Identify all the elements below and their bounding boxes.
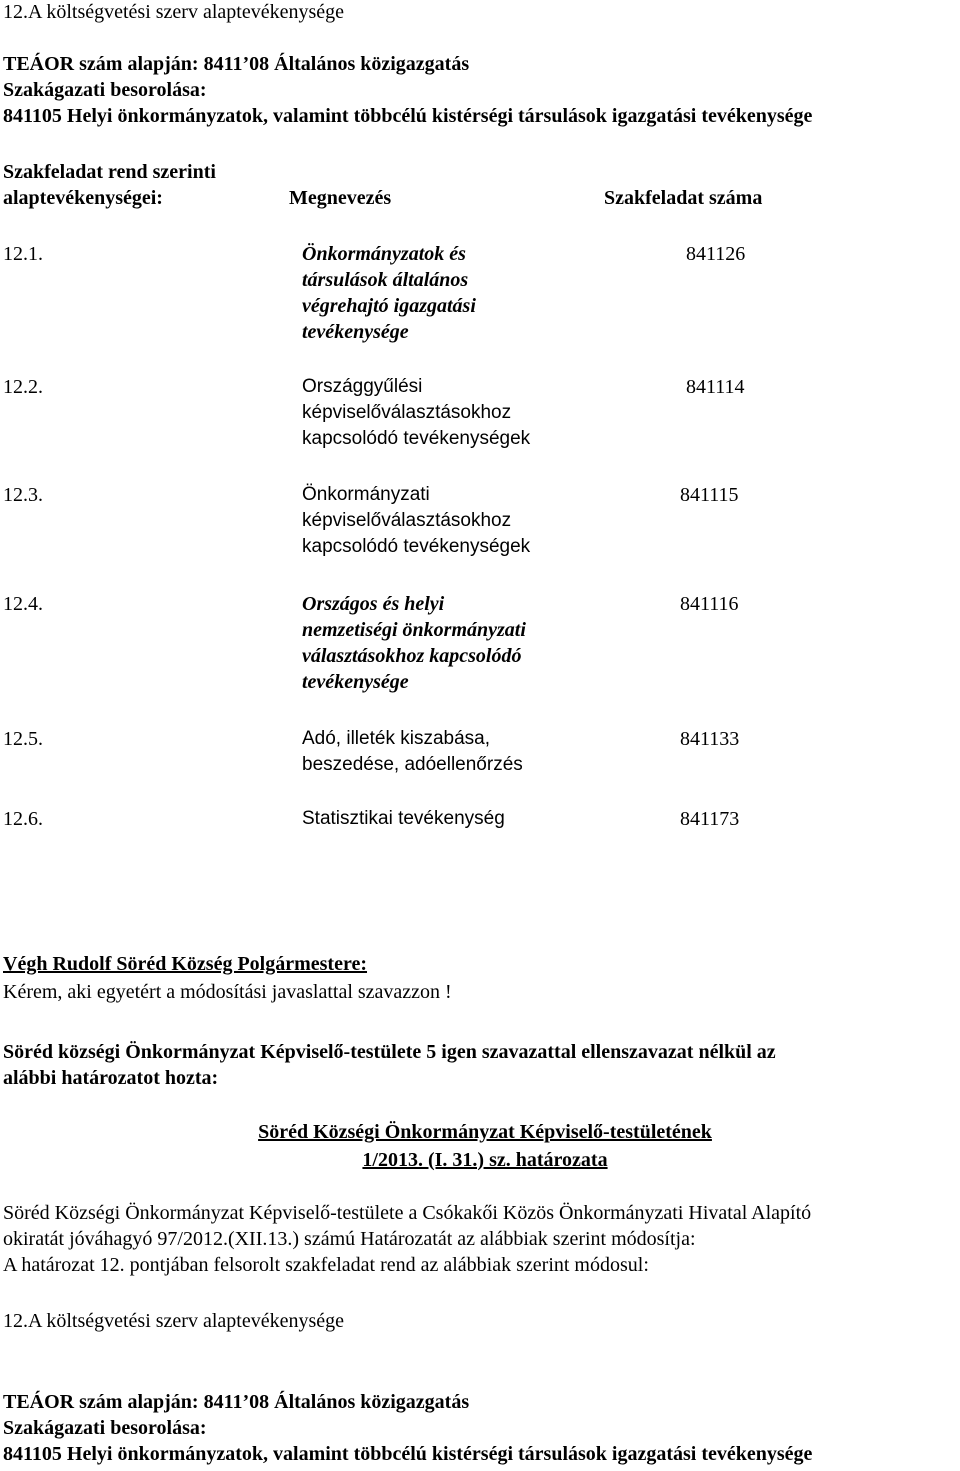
mayor-request: Kérem, aki egyetért a módosítási javaslattal szavazzon ! — [3, 981, 452, 1003]
activity-name-line: kapcsolódó tevékenységek — [302, 536, 531, 557]
activity-number: 12.1. — [3, 243, 43, 265]
activity-name-line: nemzetiségi önkormányzati — [302, 619, 526, 641]
activity-name-line: Országgyűlési — [302, 376, 423, 397]
decision-title-line1: Söréd Községi Önkormányzat Képviselő-testületének — [258, 1121, 712, 1143]
column-header-megnevezes: Megnevezés — [289, 187, 392, 209]
szakagazati-value: 841105 Helyi önkormányzatok, valamint többcélú kistérségi társulások igazgatási tevékenysége — [3, 105, 813, 127]
activity-name-line: kapcsolódó tevékenységek — [302, 428, 531, 449]
decision-body-line3: A határozat 12. pontjában felsorolt szakfeladat rend az alábbiak szerint módosul: — [3, 1254, 649, 1276]
activity-name-line: társulások általános — [302, 269, 469, 291]
decision-body-line1: Söréd Községi Önkormányzat Képviselő-testülete a Csókakői Közös Önkormányzati Hivatal Alapító — [3, 1202, 812, 1224]
activity-number: 12.6. — [3, 808, 43, 830]
activity-name-line: beszedése, adóellenőrzés — [302, 754, 523, 775]
decision-title-line2: 1/2013. (I. 31.) sz. határozata — [362, 1149, 608, 1171]
szakagazati-label-repeat: Szakágazati besorolása: — [3, 1417, 207, 1439]
decision-intro-line1: Söréd községi Önkormányzat Képviselő-testülete 5 igen szavazattal ellenszavazat nélkül az — [3, 1041, 776, 1063]
szakagazati-value-repeat: 841105 Helyi önkormányzatok, valamint többcélú kistérségi társulások igazgatási tevékenysége — [3, 1443, 813, 1465]
activity-code: 841133 — [680, 728, 740, 750]
activity-name-line: Statisztikai tevékenység — [302, 808, 505, 829]
teaor-line: TEÁOR szám alapján: 8411’08 Általános közigazgatás — [3, 53, 470, 75]
activity-name-line: Önkormányzatok és — [302, 243, 466, 265]
activity-name-line: tevékenysége — [302, 321, 409, 343]
activity-code: 841114 — [686, 376, 745, 398]
column-header-szakfeladat-szama: Szakfeladat száma — [604, 187, 763, 209]
activity-code: 841115 — [680, 484, 739, 506]
activity-number: 12.4. — [3, 593, 43, 615]
activity-name-line: képviselőválasztásokhoz — [302, 510, 512, 531]
activity-number: 12.5. — [3, 728, 43, 750]
activity-name-line: választásokhoz kapcsolódó — [302, 645, 522, 667]
activity-code: 841116 — [680, 593, 739, 615]
teaor-line-repeat: TEÁOR szám alapján: 8411’08 Általános közigazgatás — [3, 1391, 470, 1413]
section-heading: 12.A költségvetési szerv alaptevékenysége — [3, 1, 344, 23]
activity-name-line: tevékenysége — [302, 671, 409, 693]
decision-intro-line2: alábbi határozatot hozta: — [3, 1067, 219, 1089]
activity-name-line: Országos és helyi — [302, 593, 445, 615]
section-heading-repeat: 12.A költségvetési szerv alaptevékenysége — [3, 1310, 344, 1332]
szakfeladat-label-line1: Szakfeladat rend szerinti — [3, 161, 216, 183]
szakagazati-label: Szakágazati besorolása: — [3, 79, 207, 101]
activity-name-line: képviselőválasztásokhoz — [302, 402, 512, 423]
activity-name-line: Önkormányzati — [302, 484, 430, 505]
szakfeladat-label-line2: alaptevékenységei: — [3, 187, 163, 209]
activity-code: 841173 — [680, 808, 740, 830]
activity-name-line: végrehajtó igazgatási — [302, 295, 476, 317]
activity-name-line: Adó, illeték kiszabása, — [302, 728, 490, 749]
activity-number: 12.3. — [3, 484, 43, 506]
activity-number: 12.2. — [3, 376, 43, 398]
activity-code: 841126 — [686, 243, 746, 265]
mayor-speaker: Végh Rudolf Söréd Község Polgármestere: — [3, 953, 368, 975]
decision-body-line2: okiratát jóváhagyó 97/2012.(XII.13.) számú Határozatát az alábbiak szerint módosítja: — [3, 1228, 696, 1250]
